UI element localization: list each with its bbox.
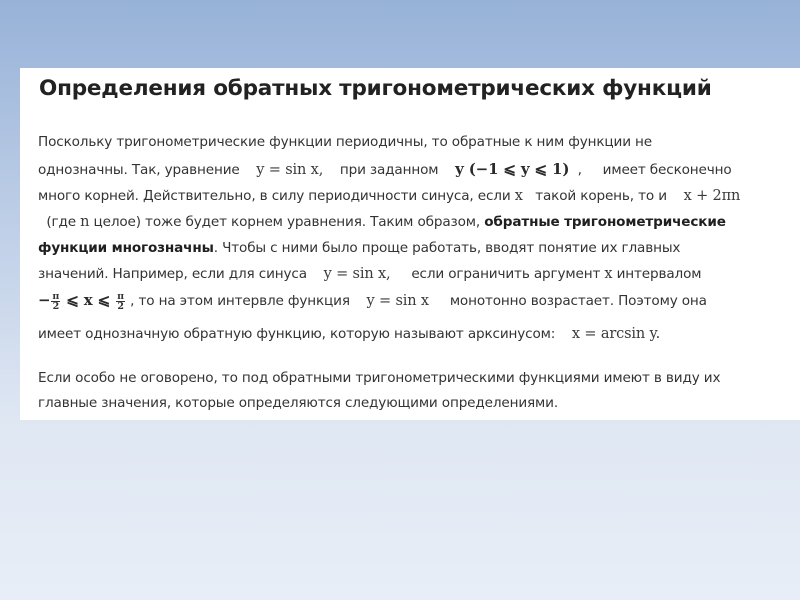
paragraph-text: при заданном bbox=[323, 162, 456, 178]
paragraph-text: имеет однозначную обратную функцию, которую называют арксинусом: bbox=[38, 326, 572, 342]
slide-content-panel bbox=[20, 68, 800, 420]
emphasis-text: функции многозначны bbox=[38, 240, 214, 256]
paragraph-text: однозначны. Так, уравнение bbox=[38, 162, 257, 178]
math-formula: − bbox=[38, 291, 51, 309]
paragraph-line bbox=[38, 370, 720, 386]
paragraph-text: интервалом bbox=[612, 266, 702, 282]
paragraph-text: , имеет бесконечно bbox=[569, 162, 732, 178]
math-fraction bbox=[116, 292, 125, 311]
paragraph-line bbox=[38, 326, 660, 342]
paragraph-line bbox=[38, 240, 680, 256]
paragraph-text: значений. Например, если для синуса bbox=[38, 266, 324, 282]
math-formula: y = sin x bbox=[366, 293, 429, 309]
paragraph-line bbox=[38, 134, 652, 150]
slide-title: Определения обратных тригонометрических функций bbox=[39, 76, 712, 101]
paragraph-text: . Чтобы с ними было проще работать, вводят понятие их главных bbox=[213, 240, 681, 256]
paragraph-text: много корней. Действительно, в силу периодичности синуса, если bbox=[38, 188, 515, 204]
math-formula: ⩽ x ⩽ bbox=[61, 291, 116, 309]
math-fraction bbox=[51, 292, 60, 311]
paragraph-text: (где bbox=[38, 214, 81, 230]
paragraph-text: Поскольку тригонометрические функции периодичны, то обратные к ним функции не bbox=[38, 134, 653, 150]
fraction-denominator: 2 bbox=[117, 300, 124, 312]
paragraph-line bbox=[38, 266, 701, 282]
paragraph-text: целое) тоже будет корнем уравнения. Таким образом, bbox=[89, 214, 485, 230]
math-formula: x + 2πn bbox=[683, 188, 741, 204]
paragraph-line bbox=[38, 291, 707, 311]
paragraph-line bbox=[38, 188, 740, 204]
math-formula: y (−1 ⩽ y ⩽ 1) bbox=[455, 160, 570, 178]
math-formula: n bbox=[80, 214, 90, 230]
paragraph-line bbox=[38, 160, 732, 178]
paragraph-text: Если особо не оговорено, то под обратными тригонометрическими функциями имеют в виду их bbox=[38, 370, 721, 386]
math-formula: y = sin x, bbox=[323, 266, 391, 282]
math-formula: x bbox=[514, 188, 523, 204]
fraction-numerator: π bbox=[52, 290, 60, 302]
fraction-numerator: π bbox=[117, 290, 124, 302]
paragraph-text: монотонно возрастает. Поэтому она bbox=[428, 293, 707, 309]
paragraph-line bbox=[38, 395, 558, 411]
math-formula: x = arcsin y. bbox=[571, 326, 661, 342]
paragraph-text: главные значения, которые определяются следующими определениями. bbox=[38, 395, 559, 411]
paragraph-text: такой корень, то и bbox=[522, 188, 684, 204]
emphasis-text: обратные тригонометрические bbox=[484, 214, 726, 230]
paragraph-line bbox=[38, 214, 726, 230]
math-formula: x bbox=[604, 266, 613, 282]
paragraph-text: , то на этом интервле функция bbox=[125, 293, 367, 309]
paragraph-text: если ограничить аргумент bbox=[390, 266, 605, 282]
math-formula: y = sin x, bbox=[256, 162, 324, 178]
fraction-denominator: 2 bbox=[52, 300, 60, 312]
